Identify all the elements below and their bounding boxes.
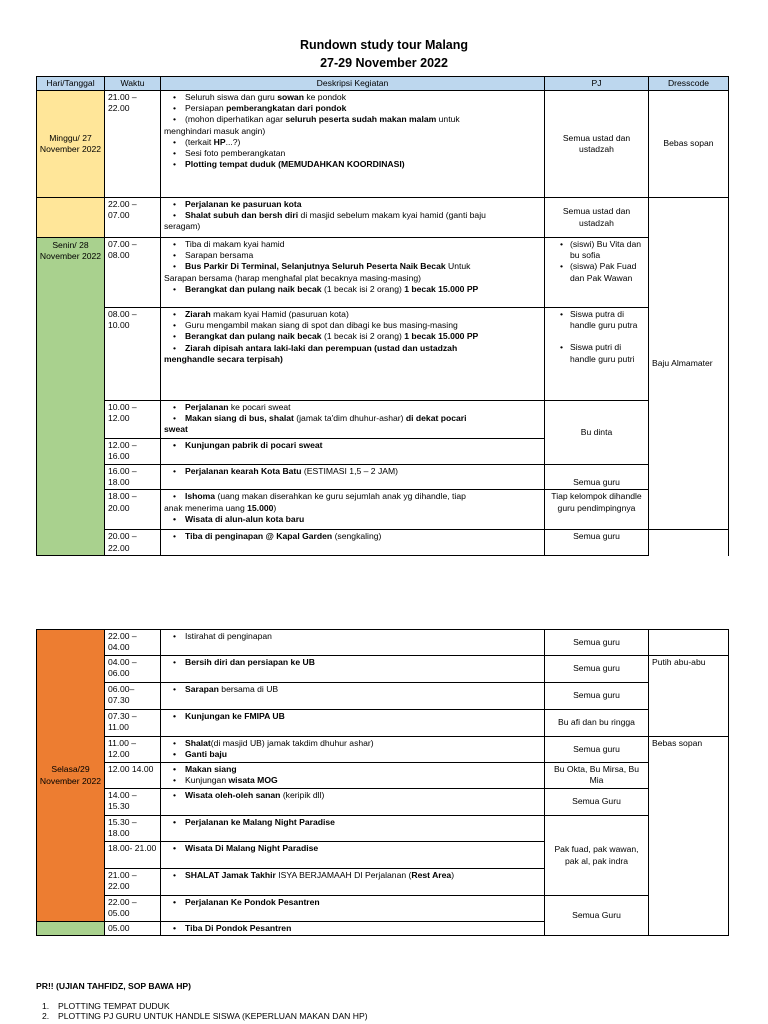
- pj-cell: Bu dinta: [545, 401, 649, 465]
- description-cell: [161, 737, 545, 763]
- list-item: • (mohon diperhatikan agar seluruh peserta sudah makan malam untuk: [164, 114, 541, 125]
- dresscode-cell: Bebas sopan: [649, 737, 729, 936]
- list-item: • Sesi foto pemberangkatan: [164, 148, 541, 159]
- dresscode-cell: Baju Almamater: [649, 198, 729, 530]
- list-item: • Guru mengambil makan siang di spot dan dibagi ke bus masing-masing: [164, 320, 541, 331]
- list-item: • Sarapan bersama di UB: [164, 684, 541, 695]
- list-item: • Sarapan bersama: [164, 250, 541, 261]
- list-item: • Makan siang di bus, shalat (jamak ta'dim dhuhur-ashar) di dekat pocari: [164, 413, 541, 424]
- list-item: • Ganti baju: [164, 749, 541, 760]
- description-cell: [161, 238, 545, 308]
- list-item: • Wisata Di Malang Night Paradise: [164, 843, 541, 854]
- time-cell: 11.00 – 12.00: [105, 737, 161, 763]
- dresscode-cell: Putih abu-abu: [649, 656, 729, 737]
- time-cell: 18.00- 21.00: [105, 842, 161, 869]
- pj-cell: [545, 308, 649, 401]
- list-item: • Tiba di makam kyai hamid: [164, 239, 541, 250]
- table-row: [37, 789, 729, 816]
- table-row: [37, 816, 729, 842]
- list-item: • (siswa) Pak Fuad dan Pak Wawan: [548, 261, 645, 283]
- pj-cell: Semua ustad dan ustadzah: [545, 91, 649, 198]
- time-cell: 16.00 – 18.00: [105, 465, 161, 490]
- rundown-table-1: [36, 76, 729, 556]
- table-row: [37, 465, 729, 490]
- description-cell: [161, 530, 545, 556]
- description-cell: [161, 465, 545, 490]
- document-date: 27-29 November 2022: [320, 56, 448, 70]
- list-item: • Bersih diri dan persiapan ke UB: [164, 657, 541, 668]
- description-cell: [161, 656, 545, 683]
- table-row: [37, 683, 729, 710]
- list-item: • Bus Parkir Di Terminal, Selanjutnya Seluruh Peserta Naik Becak Untuk: [164, 261, 541, 272]
- time-cell: 22.00 – 05.00: [105, 896, 161, 922]
- pj-cell: Semua Guru: [545, 896, 649, 936]
- time-cell: 22.00 – 07.00: [105, 198, 161, 238]
- time-cell: 15.30 – 18.00: [105, 816, 161, 842]
- table-row: [37, 737, 729, 763]
- pj-cell: Tiap kelompok dihandle guru pendimpingnya: [545, 490, 649, 530]
- header-pj: PJ: [545, 77, 649, 91]
- list-item: • Wisata di alun-alun kota baru: [164, 514, 541, 525]
- list-item: • Tiba di penginapan @ Kapal Garden (sengkaling): [164, 531, 541, 542]
- list-item: • Perjalanan ke Malang Night Paradise: [164, 817, 541, 828]
- list-item: • Tiba Di Pondok Pesantren: [164, 923, 541, 934]
- time-cell: 04.00 – 06.00: [105, 656, 161, 683]
- pj-cell: Semua guru: [545, 737, 649, 763]
- notes-heading: PR!! (UJIAN TAHFIDZ, SOP BAWA HP): [36, 981, 192, 991]
- time-cell: 07.30 – 11.00: [105, 710, 161, 737]
- list-item: • Shalat(di masjid UB) jamak takdim dhuhur ashar): [164, 738, 541, 749]
- table-header-row: [37, 77, 729, 91]
- time-cell: 07.00 – 08.00: [105, 238, 161, 308]
- list-item: • Wisata oleh-oleh sanan (keripik dll): [164, 790, 541, 801]
- list-item: • Ziarah makam kyai Hamid (pasuruan kota): [164, 309, 541, 320]
- list-item: • Kunjungan wisata MOG: [164, 775, 541, 786]
- header-hari: Hari/Tanggal: [37, 77, 105, 91]
- list-item: • Ziarah dipisah antara laki-laki dan perempuan (ustad dan ustadzah: [164, 343, 541, 354]
- pj-cell: Semua guru: [545, 630, 649, 656]
- list-item: sweat: [164, 424, 188, 435]
- table-row: [37, 656, 729, 683]
- list-item: • Ishoma (uang makan diserahkan ke guru sejumlah anak yg dihandle, tiap: [164, 491, 541, 502]
- list-item: • Perjalanan kearah Kota Batu (ESTIMASI 1,5 – 2 JAM): [164, 466, 541, 477]
- description-cell: [161, 439, 545, 465]
- time-cell: 18.00 – 20.00: [105, 490, 161, 530]
- list-item: menghandle secara terpisah): [164, 353, 283, 364]
- list-item: • Perjalanan ke pasuruan kota: [164, 199, 541, 210]
- time-cell: 22.00 – 04.00: [105, 630, 161, 656]
- description-cell: [161, 896, 545, 922]
- header-waktu: Waktu: [105, 77, 161, 91]
- description-cell: [161, 683, 545, 710]
- list-item: • SHALAT Jamak Takhir ISYA BERJAMAAH DI Perjalanan (Rest Area): [164, 870, 541, 881]
- description-cell: [161, 490, 545, 530]
- time-cell: 21.00 – 22.00: [105, 869, 161, 896]
- list-item: • Seluruh siswa dan guru sowan ke pondok: [164, 92, 541, 103]
- table-row: [37, 401, 729, 439]
- list-item: anak menerima uang 15.000): [164, 502, 277, 513]
- description-cell: [161, 763, 545, 789]
- day-cell-minggu-continued: [37, 198, 105, 238]
- description-cell: [161, 91, 545, 198]
- list-item: • Persiapan pemberangkatan dari pondok: [164, 103, 541, 114]
- description-cell: [161, 869, 545, 896]
- time-cell: 10.00 – 12.00: [105, 401, 161, 439]
- description-cell: [161, 842, 545, 869]
- list-item: • Siswa putra di handle guru putra: [548, 309, 645, 331]
- pj-cell: Semua Guru: [545, 789, 649, 816]
- list-item: • Kunjungan pabrik di pocari sweat: [164, 440, 541, 451]
- list-item: • (siswi) Bu Vita dan bu sofia: [548, 239, 645, 261]
- table-row: [37, 896, 729, 922]
- table-row: [37, 763, 729, 789]
- list-item: • Siswa putri di handle guru putri: [548, 342, 645, 364]
- description-cell: [161, 710, 545, 737]
- list-item: Sarapan bersama (harap menghafal plat becaknya masing-masing): [164, 272, 421, 283]
- list-item: • (terkait HP...?): [164, 137, 541, 148]
- description-cell: [161, 308, 545, 401]
- pj-cell: Semua guru: [545, 465, 649, 490]
- time-cell: 20.00 – 22.00: [105, 530, 161, 556]
- list-item: • Berangkat dan pulang naik becak (1 becak isi 2 orang) 1 becak 15.000 PP: [164, 284, 541, 295]
- table-row: [37, 630, 729, 656]
- time-cell: 06.00– 07.30: [105, 683, 161, 710]
- time-cell: 14.00 – 15.30: [105, 789, 161, 816]
- description-cell: [161, 922, 545, 936]
- description-cell: [161, 401, 545, 439]
- table-row: [37, 198, 729, 238]
- pj-cell: Semua guru: [545, 683, 649, 710]
- pj-cell: Semua guru: [545, 530, 649, 556]
- table-row: [37, 91, 729, 198]
- time-cell: 21.00 – 22.00: [105, 91, 161, 198]
- list-item: • Kunjungan ke FMIPA UB: [164, 711, 541, 722]
- time-cell: 05.00: [105, 922, 161, 936]
- table-row: [37, 308, 729, 401]
- table-row: [37, 238, 729, 308]
- description-cell: [161, 789, 545, 816]
- day-cell-minggu: Minggu/ 27 November 2022: [37, 91, 105, 198]
- day-cell-selasa: Selasa/29 November 2022: [37, 630, 105, 922]
- pj-cell: Semua ustad dan ustadzah: [545, 198, 649, 238]
- description-cell: [161, 816, 545, 842]
- day-cell-senin: Senin/ 28 November 2022: [37, 238, 105, 556]
- table-row: [37, 490, 729, 530]
- list-item: 2. PLOTTING PJ GURU UNTUK HANDLE SISWA (KEPERLUAN MAKAN DAN HP): [36, 1011, 368, 1021]
- list-item: • Istirahat di penginapan: [164, 631, 541, 642]
- list-item: 1. PLOTTING TEMPAT DUDUK: [36, 1001, 368, 1011]
- time-cell: 08.00 – 10.00: [105, 308, 161, 401]
- time-cell: 12.00 – 16.00: [105, 439, 161, 465]
- dresscode-cell: Bebas sopan: [649, 91, 729, 198]
- header-deskripsi: Deskripsi Kegiatan: [161, 77, 545, 91]
- table-row: [37, 710, 729, 737]
- notes-section: [36, 981, 368, 1021]
- pj-cell: Bu Okta, Bu Mirsa, Bu Mia: [545, 763, 649, 789]
- table-row: [37, 530, 729, 556]
- time-cell: 12.00 14.00: [105, 763, 161, 789]
- list-item: • Perjalanan ke pocari sweat: [164, 402, 541, 413]
- pj-cell: Pak fuad, pak wawan, pak al, pak indra: [545, 816, 649, 896]
- list-item: • Plotting tempat duduk (MEMUDAHKAN KOORDINASI): [164, 159, 541, 170]
- description-cell: [161, 198, 545, 238]
- day-cell-blank: [37, 922, 105, 936]
- list-item: • Perjalanan Ke Pondok Pesantren: [164, 897, 541, 908]
- rundown-table-2: [36, 629, 729, 936]
- pj-cell: Semua guru: [545, 656, 649, 683]
- list-item: • Shalat subuh dan bersh diri di masjid sebelum makam kyai hamid (ganti baju: [164, 210, 541, 221]
- document-title: Rundown study tour Malang: [299, 38, 469, 52]
- dresscode-cell: [649, 630, 729, 656]
- pj-cell: [545, 238, 649, 308]
- list-item: menghindari masuk angin): [164, 125, 266, 136]
- list-item: seragam): [164, 221, 201, 232]
- list-item: • Makan siang: [164, 764, 541, 775]
- list-item: • Berangkat dan pulang naik becak (1 becak isi 2 orang) 1 becak 15.000 PP: [164, 331, 541, 342]
- pj-cell: Bu afi dan bu ringga: [545, 710, 649, 737]
- header-dresscode: Dresscode: [649, 77, 729, 91]
- description-cell: [161, 630, 545, 656]
